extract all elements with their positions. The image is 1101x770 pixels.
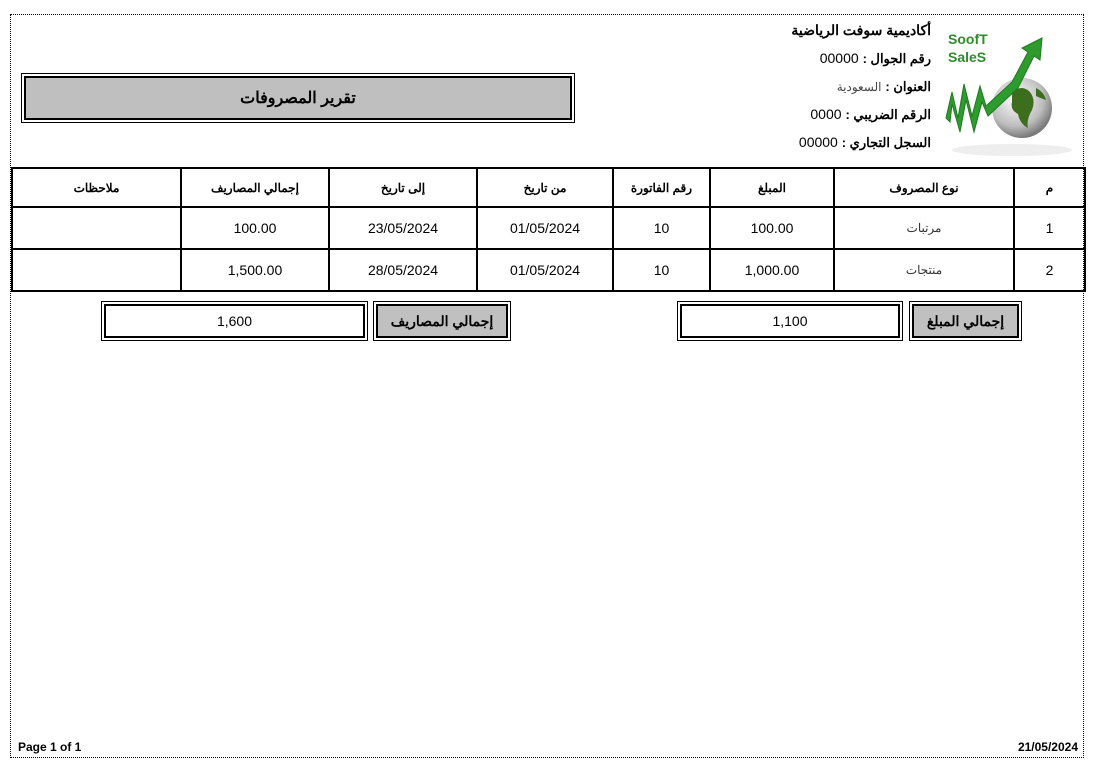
total-expenses-label-box <box>373 301 511 341</box>
tax-value: 0000 <box>810 106 842 122</box>
header-to-date: إلى تاريخ <box>329 168 477 207</box>
header-notes: ملاحظات <box>12 168 181 207</box>
cell-total: 100.00 <box>181 207 329 249</box>
table-header-row <box>12 168 1085 207</box>
total-amount-value-box <box>677 301 903 341</box>
cell-from-date: 01/05/2024 <box>477 249 613 291</box>
header-no: م <box>1014 168 1085 207</box>
cell-from-date: 01/05/2024 <box>477 207 613 249</box>
company-cr <box>671 128 931 156</box>
cell-amount: 1,000.00 <box>710 249 834 291</box>
print-date: 21/05/2024 <box>1017 740 1078 754</box>
report-title: تقرير المصروفات <box>24 76 572 120</box>
cell-total: 1,500.00 <box>181 249 329 291</box>
expenses-table <box>11 167 1086 292</box>
cr-label: السجل التجاري : <box>841 135 931 150</box>
cell-type: منتجات <box>834 249 1014 291</box>
cell-amount: 100.00 <box>710 207 834 249</box>
tax-label: الرقم الضريبي : <box>845 107 931 122</box>
company-info <box>671 20 931 156</box>
company-logo <box>940 22 1074 162</box>
total-amount-label: إجمالي المبلغ <box>912 304 1019 338</box>
total-expenses-value: 1,600 <box>104 304 365 338</box>
company-phone <box>671 44 931 72</box>
header-invoice: رقم الفاتورة <box>613 168 710 207</box>
growth-globe-icon <box>940 22 1074 162</box>
total-expenses-label: إجمالي المصاريف <box>376 304 508 338</box>
address-value: السعودية <box>836 80 882 94</box>
phone-label: رقم الجوال : <box>862 51 931 66</box>
header-type: نوع المصروف <box>834 168 1014 207</box>
table-row <box>12 207 1085 249</box>
cell-invoice: 10 <box>613 207 710 249</box>
company-tax <box>671 100 931 128</box>
header-total: إجمالي المصاريف <box>181 168 329 207</box>
cell-to-date: 28/05/2024 <box>329 249 477 291</box>
table-row <box>12 249 1085 291</box>
total-amount-label-box <box>909 301 1022 341</box>
total-expenses-value-box <box>101 301 368 341</box>
report-title-box <box>21 73 575 123</box>
phone-value: 00000 <box>819 50 859 66</box>
cell-type: مرتبات <box>834 207 1014 249</box>
cell-no: 1 <box>1014 207 1085 249</box>
svg-text:SoofT: SoofT <box>948 31 988 47</box>
company-name: أكاديمية سوفت الرياضية <box>791 22 931 38</box>
company-address <box>671 72 931 100</box>
cell-no: 2 <box>1014 249 1085 291</box>
header-amount: المبلغ <box>710 168 834 207</box>
total-amount-value: 1,100 <box>680 304 900 338</box>
svg-text:SaleS: SaleS <box>948 49 987 65</box>
cell-notes <box>12 207 181 249</box>
address-label: العنوان : <box>885 79 931 94</box>
cr-value: 00000 <box>798 134 838 150</box>
cell-to-date: 23/05/2024 <box>329 207 477 249</box>
cell-invoice: 10 <box>613 249 710 291</box>
header-from-date: من تاريخ <box>477 168 613 207</box>
page-number: Page 1 of 1 <box>18 740 82 754</box>
cell-notes <box>12 249 181 291</box>
